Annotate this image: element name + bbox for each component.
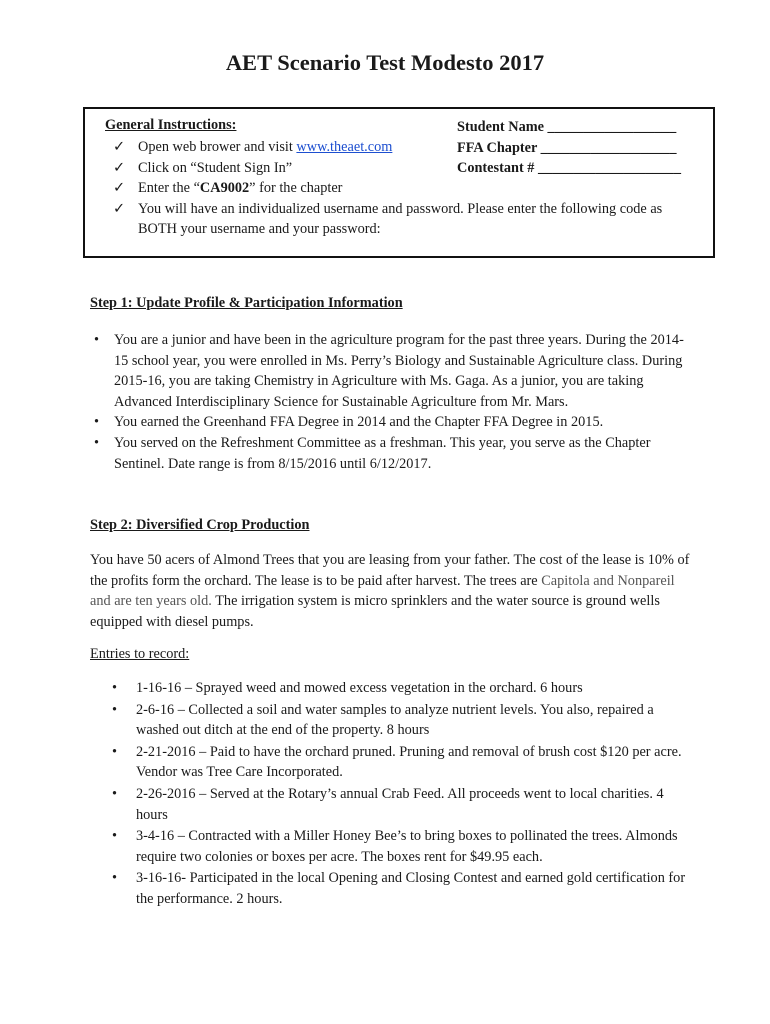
list-item: • 2-6-16 – Collected a soil and water samples to analyze nutrient levels. You also, repaired a washed out ditch at the end of the property. 8 hours — [112, 700, 692, 741]
check-icon: ✓ — [113, 180, 125, 196]
bullet-icon: • — [94, 332, 100, 348]
list-item: • 1-16-16 – Sprayed weed and mowed excess vegetation in the orchard. 6 hours — [112, 678, 692, 699]
check-icon: ✓ — [113, 139, 125, 155]
bullet-icon: • — [112, 828, 118, 845]
list-item: • 2-21-2016 – Paid to have the orchard pruned. Pruning and removal of brush cost $120 per acre. Vendor was Tree Care Incorporated. — [112, 742, 692, 783]
list-item: • You served on the Refreshment Committee as a freshman. This year, you serve as the Chapter Sentinel. Date range is from 8/15/2016 until 6/12/2017. — [94, 433, 690, 474]
bullet-icon: • — [94, 434, 100, 451]
entries-heading: Entries to record: — [90, 646, 190, 662]
step2-heading: Step 2: Diversified Crop Production — [90, 517, 310, 533]
entries-list — [112, 678, 692, 911]
list-item: • You are a junior and have been in the agriculture program for the past three years. During the 2014-15 school year, you were enrolled in Ms. Perry’s Biology and Sustainable Agriculture class. During 2015-16, you are taking Chemistry in Agriculture with Ms. Gaga. As a junior, you are taking Advanced Interdisciplinary Science for Sustainable Agriculture from Mr. Mars. — [94, 330, 690, 412]
list-item: • You earned the Greenhand FFA Degree in 2014 and the Chapter FFA Degree in 2015. — [94, 412, 690, 433]
bullet-icon: • — [112, 680, 118, 696]
check-icon: ✓ — [113, 159, 125, 176]
check-icon: ✓ — [113, 200, 125, 217]
instruction-item: ✓ Click on “Student Sign In” — [113, 158, 703, 179]
page-title: AET Scenario Test Modesto 2017 — [225, 50, 545, 75]
bullet-icon: • — [112, 701, 118, 718]
bullet-icon: • — [112, 785, 118, 802]
chapter-code: CA9002 — [199, 180, 250, 196]
instructions-list — [113, 137, 703, 240]
contestant-field: Contestant # ____________________ — [457, 160, 681, 176]
student-name-field: Student Name __________________ — [457, 119, 677, 135]
bullet-icon: • — [94, 414, 100, 431]
step2-paragraph: You have 50 acers of Almond Trees that you are leasing from your father. The cost of the lease is 10% of the profits form the orchard. The lease is to be paid after harvest. The trees are Capitola and Nonpareil and are ten years old. The irrigation system is micro sprinklers and the water source is ground wells equipped with diesel pumps. — [90, 552, 690, 630]
list-item: • 3-4-16 – Contracted with a Miller Honey Bee’s to bring boxes to pollinated the trees. Almonds require two colonies or boxes per acre. The boxes rent for $49.95 each. — [112, 826, 692, 867]
instruction-item: ✓ Enter the “CA9002” for the chapter — [113, 178, 703, 199]
instruction-item: ✓ Open web brower and visit www.theaet.com — [113, 137, 703, 158]
step1-heading: Step 1: Update Profile & Participation Information — [90, 295, 403, 311]
step1-bullet-list — [94, 330, 690, 474]
theaet-link[interactable]: www.theaet.com — [296, 139, 393, 155]
bullet-icon: • — [112, 743, 118, 760]
list-item: • 3-16-16- Participated in the local Opening and Closing Contest and earned gold certification for the performance. 2 hours. — [112, 868, 692, 909]
instructions-heading: General Instructions: — [105, 117, 237, 133]
list-item: • 2-26-2016 – Served at the Rotary’s annual Crab Feed. All proceeds went to local charities. 4 hours — [112, 784, 692, 825]
bullet-icon: • — [112, 870, 118, 887]
ffa-chapter-field: FFA Chapter ___________________ — [457, 139, 677, 156]
instruction-item: ✓ You will have an individualized username and password. Please enter the following code as BOTH your username and your password: — [113, 199, 703, 240]
instructions-box — [83, 107, 715, 258]
